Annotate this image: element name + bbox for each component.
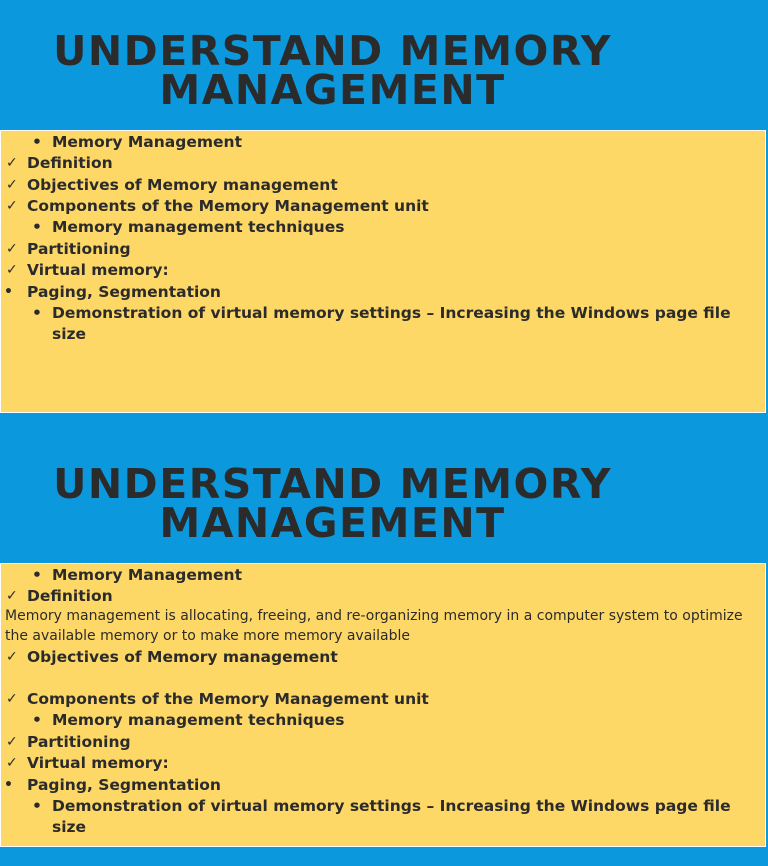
bullet-icon: • <box>32 566 42 584</box>
check-icon: ✓ <box>6 691 18 707</box>
bullet-icon: • <box>32 133 42 151</box>
list-item-text: Objectives of Memory management <box>27 176 338 194</box>
list-item-text: Virtual memory: <box>27 261 169 279</box>
list-item-text: Memory management techniques <box>52 711 345 729</box>
list-item-text: Partitioning <box>27 733 131 751</box>
check-icon: ✓ <box>6 649 18 665</box>
list-item-text: Memory Management <box>52 566 242 584</box>
check-icon: ✓ <box>6 734 18 750</box>
list-item-text: Paging, Segmentation <box>27 776 221 794</box>
list-item-text: Objectives of Memory management <box>27 648 338 666</box>
list-item-text: Partitioning <box>27 240 131 258</box>
list-item-text: Definition <box>27 587 113 605</box>
check-icon: ✓ <box>6 241 18 257</box>
bullet-icon: • <box>4 777 13 793</box>
slide-2-title-line-2: MANAGEMENT <box>159 499 506 547</box>
definition-paragraph: Memory management is allocating, freeing, and re-organizing memory in a computer system to optimize the available memory or to make more memory available <box>5 608 743 644</box>
check-icon: ✓ <box>6 198 18 214</box>
slide-1-title-line-1: UNDERSTAND MEMORY <box>53 27 612 75</box>
check-icon: ✓ <box>6 755 18 771</box>
check-icon: ✓ <box>6 155 18 171</box>
slide-2-content-panel <box>0 563 766 847</box>
slide-1-title-line-2: MANAGEMENT <box>159 66 506 114</box>
list-item-text: Demonstration of virtual memory settings – Increasing the Windows page file size <box>52 304 731 343</box>
bullet-icon: • <box>32 711 42 729</box>
slide-2-title-line-1: UNDERSTAND MEMORY <box>53 460 612 508</box>
slide-1-header <box>0 0 768 130</box>
check-icon: ✓ <box>6 262 18 278</box>
list-item-text: Demonstration of virtual memory settings – Increasing the Windows page file size <box>52 797 731 836</box>
list-item-text: Memory Management <box>52 133 242 151</box>
slide-2-header <box>0 413 768 563</box>
check-icon: ✓ <box>6 588 18 604</box>
bullet-icon: • <box>32 304 42 322</box>
list-item-text: Memory management techniques <box>52 218 345 236</box>
list-item-text: Virtual memory: <box>27 754 169 772</box>
bullet-icon: • <box>32 797 42 815</box>
list-item-text: Components of the Memory Management unit <box>27 690 429 708</box>
check-icon: ✓ <box>6 177 18 193</box>
list-item-text: Components of the Memory Management unit <box>27 197 429 215</box>
slide-1-content-panel <box>0 130 766 413</box>
bullet-icon: • <box>4 284 13 300</box>
bullet-icon: • <box>32 218 42 236</box>
list-item-text: Definition <box>27 154 113 172</box>
list-item-text: Paging, Segmentation <box>27 283 221 301</box>
